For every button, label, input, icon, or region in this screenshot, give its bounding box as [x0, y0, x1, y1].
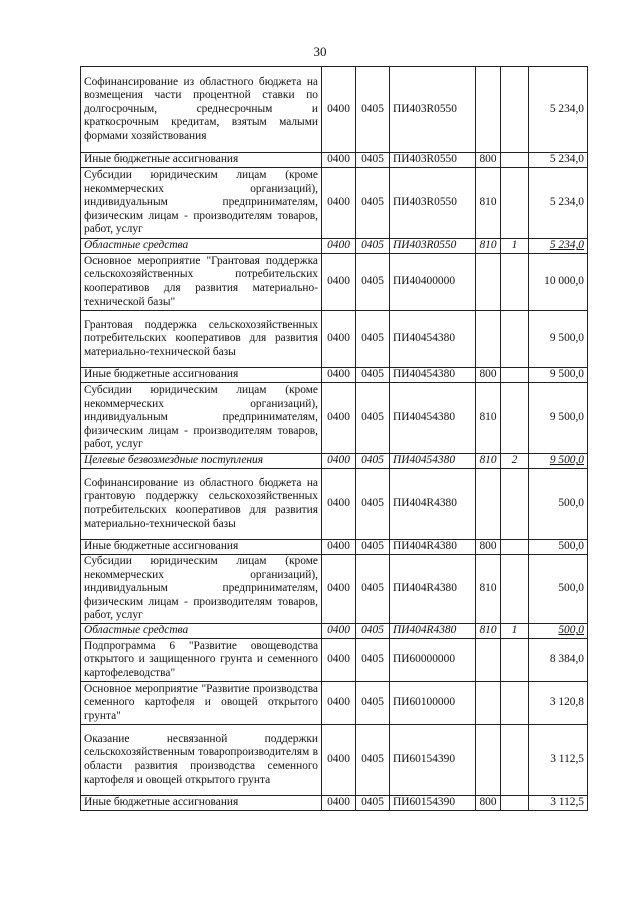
row-target-article: ПИ403R0550 — [390, 67, 476, 153]
row-section: 0400 — [322, 67, 356, 153]
table-row — [81, 153, 588, 168]
row-subsection: 0405 — [356, 67, 390, 153]
row-subsection: 0405 — [356, 254, 390, 311]
row-funding-source: 1 — [501, 623, 529, 638]
row-target-article: ПИ60000000 — [390, 638, 476, 681]
row-name: Иные бюджетные ассигнования — [81, 540, 322, 555]
row-name: Грантовая поддержка сельскохозяйственных потребительских кооперативов для развития материально-технической базы — [81, 311, 322, 368]
row-expense-type — [476, 638, 501, 681]
row-expense-type: 810 — [476, 623, 501, 638]
row-section: 0400 — [322, 368, 356, 383]
table-row — [81, 239, 588, 254]
row-funding-source — [501, 168, 529, 239]
row-section: 0400 — [322, 383, 356, 454]
row-name: Иные бюджетные ассигнования — [81, 795, 322, 810]
row-section: 0400 — [322, 168, 356, 239]
row-section: 0400 — [322, 454, 356, 469]
row-amount: 9 500,0 — [529, 311, 588, 368]
table-row — [81, 368, 588, 383]
row-expense-type: 810 — [476, 555, 501, 624]
row-target-article: ПИ403R0550 — [390, 153, 476, 168]
row-subsection: 0405 — [356, 383, 390, 454]
table-row — [81, 454, 588, 469]
row-section: 0400 — [322, 681, 356, 724]
row-expense-type — [476, 311, 501, 368]
page-number: 30 — [313, 44, 327, 59]
row-amount: 3 120,8 — [529, 681, 588, 724]
row-amount: 8 384,0 — [529, 638, 588, 681]
row-section: 0400 — [322, 469, 356, 540]
table-row — [81, 254, 588, 311]
row-target-article: ПИ60154390 — [390, 795, 476, 810]
row-subsection: 0405 — [356, 368, 390, 383]
row-section: 0400 — [322, 311, 356, 368]
row-amount: 9 500,0 — [529, 368, 588, 383]
row-amount: 5 234,0 — [529, 168, 588, 239]
row-subsection: 0405 — [356, 681, 390, 724]
row-subsection: 0405 — [356, 555, 390, 624]
row-target-article: ПИ403R0550 — [390, 168, 476, 239]
row-funding-source — [501, 311, 529, 368]
row-target-article: ПИ40400000 — [390, 254, 476, 311]
row-name: Софинансирование из областного бюджета на грантовую поддержку сельскохозяйственных потребительских кооперативов для развития материально-технической базы — [81, 469, 322, 540]
row-section: 0400 — [322, 724, 356, 795]
row-section: 0400 — [322, 795, 356, 810]
row-funding-source — [501, 638, 529, 681]
row-amount: 5 234,0 — [529, 67, 588, 153]
row-amount: 9 500,0 — [529, 454, 588, 469]
row-name: Подпрограмма 6 "Развитие овощеводства открытого и защищенного грунта и семенного картофелеводства" — [81, 638, 322, 681]
row-amount: 5 234,0 — [529, 239, 588, 254]
row-amount: 5 234,0 — [529, 153, 588, 168]
row-target-article: ПИ60100000 — [390, 681, 476, 724]
row-target-article: ПИ40454380 — [390, 368, 476, 383]
row-amount: 500,0 — [529, 555, 588, 624]
row-subsection: 0405 — [356, 311, 390, 368]
row-name: Областные средства — [81, 623, 322, 638]
row-funding-source — [501, 724, 529, 795]
row-expense-type: 810 — [476, 239, 501, 254]
row-section: 0400 — [322, 540, 356, 555]
row-expense-type — [476, 254, 501, 311]
row-name: Основное мероприятие "Грантовая поддержка сельскохозяйственных потребительских кооперативов для развития материально-технической базы" — [81, 254, 322, 311]
row-name: Субсидии юридическим лицам (кроме некоммерческих организаций), индивидуальным предпринимателям, физическим лицам - производителям товаров, работ, услуг — [81, 168, 322, 239]
row-name: Иные бюджетные ассигнования — [81, 368, 322, 383]
row-subsection: 0405 — [356, 795, 390, 810]
row-target-article: ПИ403R0550 — [390, 239, 476, 254]
table-row — [81, 540, 588, 555]
row-subsection: 0405 — [356, 724, 390, 795]
row-subsection: 0405 — [356, 540, 390, 555]
row-expense-type: 810 — [476, 168, 501, 239]
row-funding-source — [501, 67, 529, 153]
table-row — [81, 555, 588, 624]
table-row — [81, 638, 588, 681]
row-section: 0400 — [322, 623, 356, 638]
row-subsection: 0405 — [356, 153, 390, 168]
row-subsection: 0405 — [356, 638, 390, 681]
row-amount: 3 112,5 — [529, 795, 588, 810]
row-funding-source — [501, 681, 529, 724]
row-target-article: ПИ404R4380 — [390, 623, 476, 638]
row-expense-type — [476, 469, 501, 540]
table-row — [81, 383, 588, 454]
row-funding-source — [501, 555, 529, 624]
row-amount: 500,0 — [529, 623, 588, 638]
row-funding-source: 2 — [501, 454, 529, 469]
row-expense-type — [476, 681, 501, 724]
row-expense-type — [476, 724, 501, 795]
row-target-article: ПИ40454380 — [390, 383, 476, 454]
row-section: 0400 — [322, 254, 356, 311]
row-funding-source — [501, 540, 529, 555]
table-row — [81, 724, 588, 795]
table-row — [81, 67, 588, 153]
row-funding-source — [501, 469, 529, 540]
row-section: 0400 — [322, 638, 356, 681]
row-expense-type: 800 — [476, 540, 501, 555]
row-subsection: 0405 — [356, 623, 390, 638]
row-target-article: ПИ404R4380 — [390, 540, 476, 555]
row-section: 0400 — [322, 153, 356, 168]
table-row — [81, 168, 588, 239]
row-section: 0400 — [322, 555, 356, 624]
row-funding-source — [501, 153, 529, 168]
row-amount: 3 112,5 — [529, 724, 588, 795]
budget-table — [80, 66, 588, 811]
row-target-article: ПИ404R4380 — [390, 469, 476, 540]
row-subsection: 0405 — [356, 168, 390, 239]
row-funding-source — [501, 383, 529, 454]
row-target-article: ПИ404R4380 — [390, 555, 476, 624]
row-name: Оказание несвязанной поддержки сельскохозяйственным товаропроизводителям в области развития производства семенного картофеля и овощей открытого грунта — [81, 724, 322, 795]
table-row — [81, 623, 588, 638]
row-name: Основное мероприятие "Развитие производства семенного картофеля и овощей открытого грунта" — [81, 681, 322, 724]
row-expense-type: 800 — [476, 368, 501, 383]
row-name: Целевые безвозмездные поступления — [81, 454, 322, 469]
row-name: Субсидии юридическим лицам (кроме некоммерческих организаций), индивидуальным предпринимателям, физическим лицам - производителям товаров, работ, услуг — [81, 555, 322, 624]
row-target-article: ПИ40454380 — [390, 454, 476, 469]
row-expense-type: 800 — [476, 153, 501, 168]
row-section: 0400 — [322, 239, 356, 254]
row-expense-type: 810 — [476, 383, 501, 454]
row-amount: 500,0 — [529, 469, 588, 540]
row-target-article: ПИ40454380 — [390, 311, 476, 368]
row-name: Софинансирование из областного бюджета на возмещения части процентной ставки по долгосрочным, среднесрочным и краткосрочным кредитам, взятым малыми формами хозяйствования — [81, 67, 322, 153]
row-expense-type: 810 — [476, 454, 501, 469]
row-funding-source — [501, 795, 529, 810]
row-amount: 500,0 — [529, 540, 588, 555]
table-row — [81, 469, 588, 540]
row-subsection: 0405 — [356, 239, 390, 254]
table-row — [81, 795, 588, 810]
row-funding-source: 1 — [501, 239, 529, 254]
table-row — [81, 311, 588, 368]
row-name: Иные бюджетные ассигнования — [81, 153, 322, 168]
row-target-article: ПИ60154390 — [390, 724, 476, 795]
row-expense-type: 800 — [476, 795, 501, 810]
row-amount: 9 500,0 — [529, 383, 588, 454]
row-amount: 10 000,0 — [529, 254, 588, 311]
row-subsection: 0405 — [356, 454, 390, 469]
row-name: Областные средства — [81, 239, 322, 254]
row-subsection: 0405 — [356, 469, 390, 540]
row-funding-source — [501, 254, 529, 311]
row-expense-type — [476, 67, 501, 153]
table-row — [81, 681, 588, 724]
row-name: Субсидии юридическим лицам (кроме некоммерческих организаций), индивидуальным предпринимателям, физическим лицам - производителям товаров, работ, услуг — [81, 383, 322, 454]
row-funding-source — [501, 368, 529, 383]
